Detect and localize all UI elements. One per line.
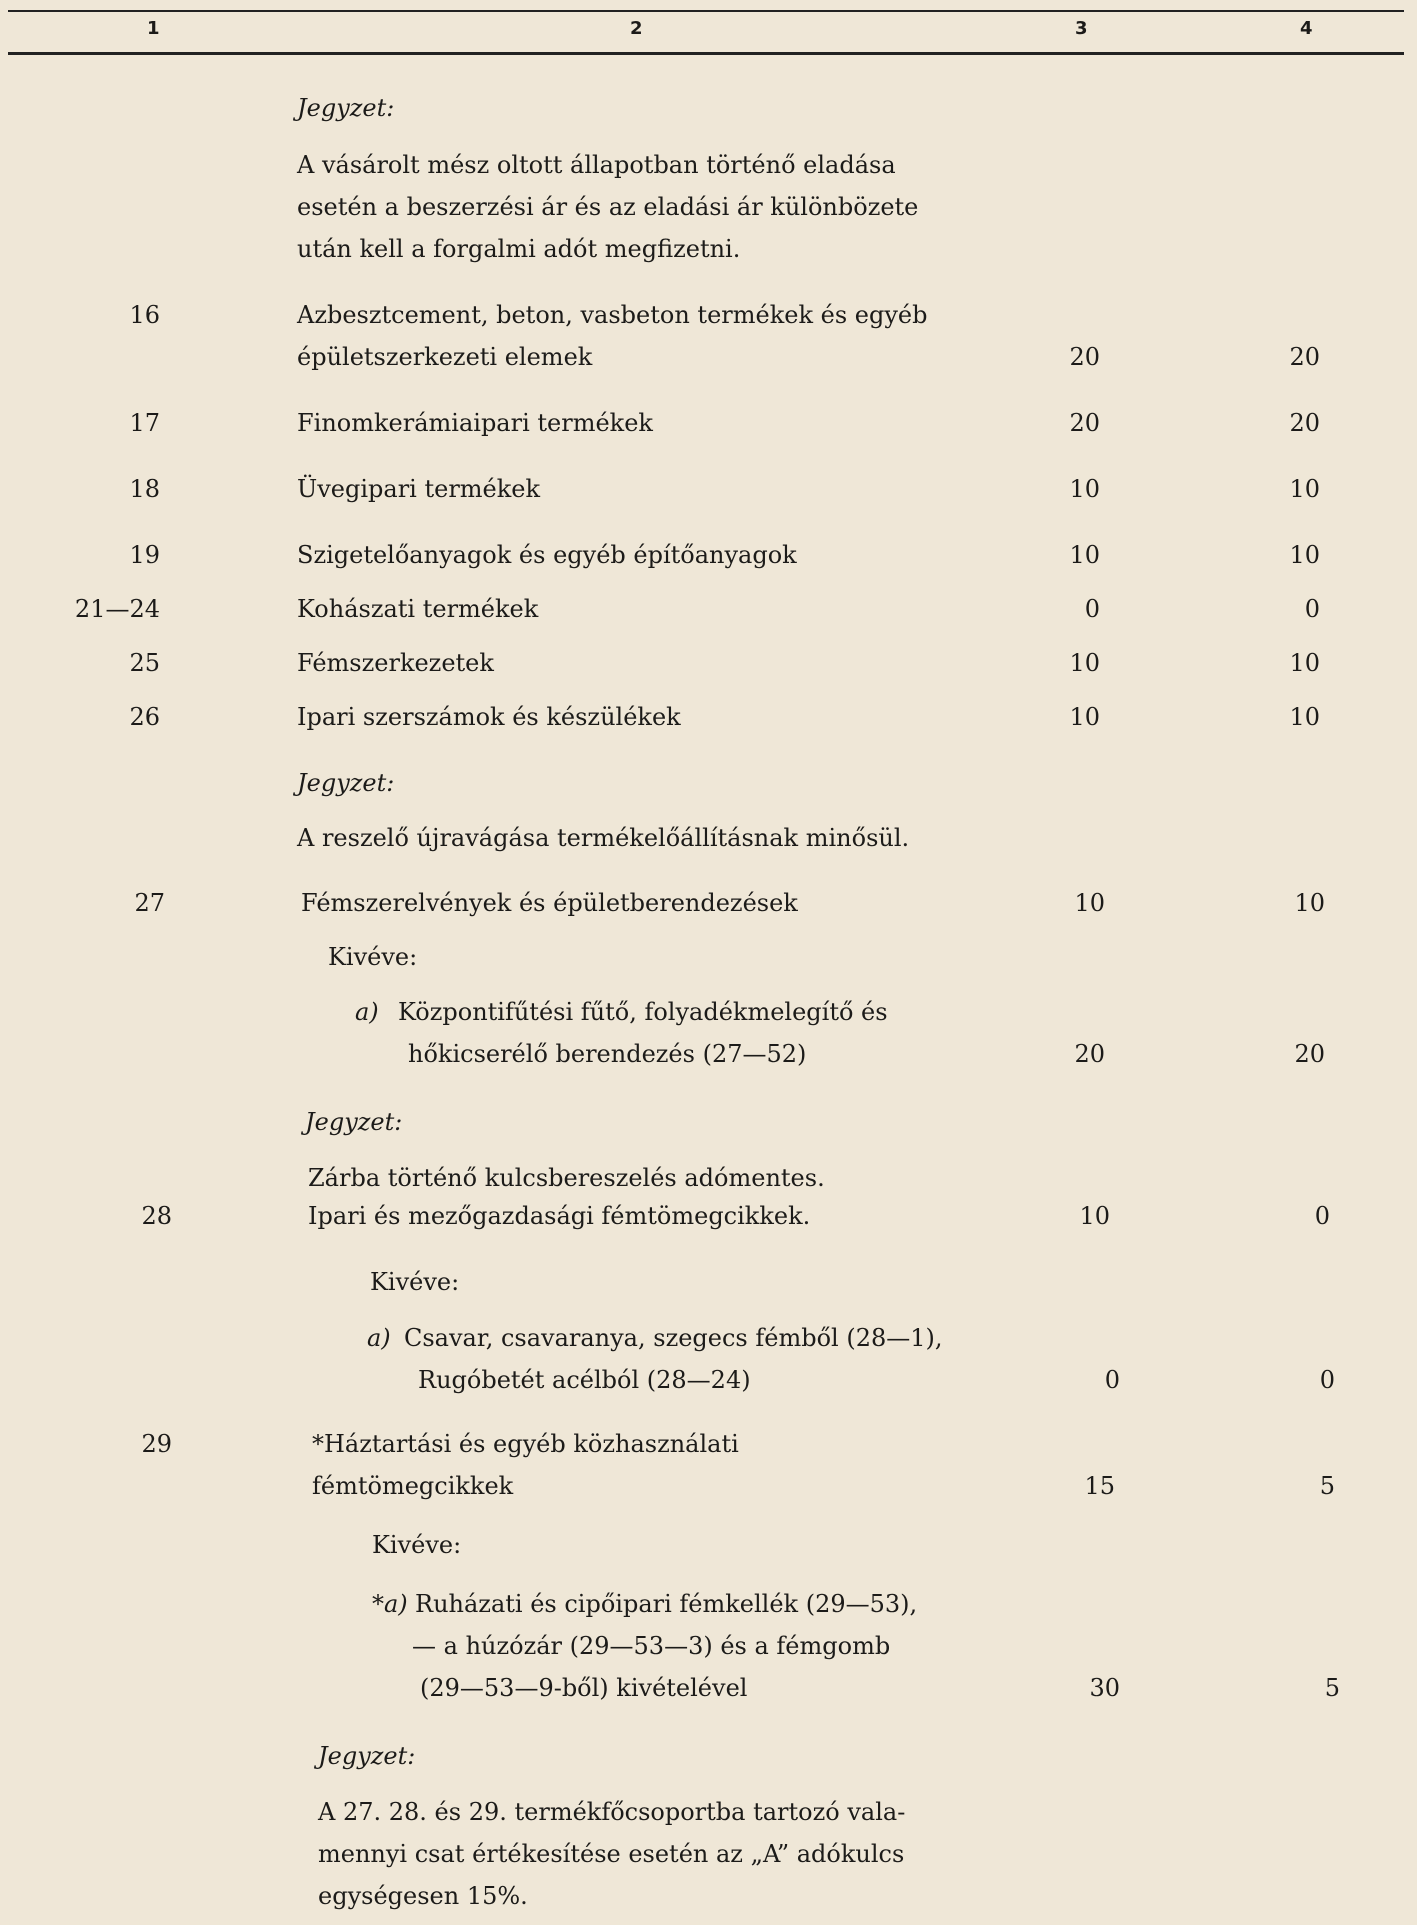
row-code: 25	[129, 649, 160, 677]
note-title: Jegyzet:	[305, 1108, 403, 1136]
note-line: A reszelő újravágása termékelőállításnak minősül.	[297, 824, 910, 852]
exception-marker: *a)	[372, 1590, 408, 1618]
rate-col3: 20	[1074, 1040, 1105, 1068]
rate-col3: 10	[1079, 1202, 1110, 1230]
rate-col4: 5	[1319, 1472, 1335, 1500]
row-description: Kohászati termékek	[297, 595, 539, 623]
row-description: Finomkerámiaipari termékek	[297, 409, 653, 437]
exception-description: Ruházati és cipőipari fémkellék (29—53),	[415, 1590, 918, 1618]
exception-label: Kivéve:	[328, 943, 418, 971]
exception-label: Kivéve:	[370, 1268, 460, 1296]
rate-col3: 30	[1089, 1674, 1120, 1702]
rate-col4: 10	[1289, 703, 1320, 731]
row-code: 19	[129, 541, 160, 569]
row-description: épületszerkezeti elemek	[297, 343, 593, 371]
rate-col3: 10	[1074, 889, 1105, 917]
header-rule-top	[8, 10, 1404, 12]
row-code: 27	[134, 889, 165, 917]
exception-description: Központifűtési fűtő, folyadékmelegítő és	[398, 998, 888, 1026]
rate-col3: 20	[1069, 343, 1100, 371]
rate-col4: 20	[1289, 343, 1320, 371]
rate-col3: 0	[1084, 595, 1100, 623]
header-col4: 4	[1300, 18, 1313, 39]
note-line: mennyi csat értékesítése esetén az „A” adókulcs	[318, 1840, 905, 1868]
row-description: *Háztartási és egyéb közhasználati	[312, 1430, 739, 1458]
note-title: Jegyzet:	[297, 769, 395, 797]
note-line: után kell a forgalmi adót megfizetni.	[297, 235, 741, 263]
rate-col3: 15	[1084, 1472, 1115, 1500]
note-title: Jegyzet:	[297, 94, 395, 122]
header-col1: 1	[147, 18, 160, 39]
exception-marker: a)	[355, 998, 379, 1026]
rate-col3: 10	[1069, 649, 1100, 677]
row-description: fémtömegcikkek	[312, 1472, 514, 1500]
note-title: Jegyzet:	[318, 1742, 416, 1770]
row-code: 16	[129, 301, 160, 329]
row-description: Szigetelőanyagok és egyéb építőanyagok	[297, 541, 797, 569]
rate-col3: 20	[1069, 409, 1100, 437]
rate-col4: 10	[1289, 649, 1320, 677]
header-col2: 2	[630, 18, 643, 39]
rate-col4: 5	[1324, 1674, 1340, 1702]
rate-col4: 0	[1304, 595, 1320, 623]
row-description: Fémszerelvények és épületberendezések	[301, 889, 798, 917]
row-code: 17	[129, 409, 160, 437]
exception-description: (29—53—9-ből) kivételével	[420, 1674, 748, 1702]
exception-description: Rugóbetét acélból (28—24)	[418, 1366, 751, 1394]
exception-description: hőkicserélő berendezés (27—52)	[408, 1040, 807, 1068]
note-line: A vásárolt mész oltott állapotban történő eladása	[297, 151, 896, 179]
rate-col3: 0	[1104, 1366, 1120, 1394]
row-description: Fémszerkezetek	[297, 649, 494, 677]
row-code: 18	[129, 475, 160, 503]
exception-description: — a húzózár (29—53—3) és a fémgomb	[412, 1632, 891, 1660]
row-code: 21—24	[74, 595, 160, 623]
exception-description: Csavar, csavaranya, szegecs fémből (28—1),	[404, 1324, 943, 1352]
row-description: Ipari szerszámok és készülékek	[297, 703, 681, 731]
row-code: 26	[129, 703, 160, 731]
note-line: A 27. 28. és 29. termékfőcsoportba tartozó vala-	[318, 1798, 906, 1826]
row-description: Ipari és mezőgazdasági fémtömegcikkek.	[308, 1202, 811, 1230]
rate-col4: 10	[1289, 541, 1320, 569]
note-line: egységesen 15%.	[318, 1882, 528, 1910]
rate-col3: 10	[1069, 475, 1100, 503]
rate-col3: 10	[1069, 703, 1100, 731]
rate-col4: 10	[1294, 889, 1325, 917]
row-code: 29	[141, 1430, 172, 1458]
rate-col4: 20	[1294, 1040, 1325, 1068]
exception-marker: a)	[367, 1324, 391, 1352]
row-description: Üvegipari termékek	[297, 475, 541, 503]
row-description: Azbesztcement, beton, vasbeton termékek és egyéb	[297, 301, 928, 329]
rate-col4: 0	[1319, 1366, 1335, 1394]
rate-col4: 20	[1289, 409, 1320, 437]
rate-col4: 10	[1289, 475, 1320, 503]
rate-col3: 10	[1069, 541, 1100, 569]
note-line: Zárba történő kulcsbereszelés adómentes.	[308, 1164, 825, 1192]
row-code: 28	[141, 1202, 172, 1230]
exception-label: Kivéve:	[372, 1531, 462, 1559]
header-rule-bottom	[8, 52, 1404, 55]
note-line: esetén a beszerzési ár és az eladási ár különbözete	[297, 193, 919, 221]
header-col3: 3	[1075, 18, 1088, 39]
rate-col4: 0	[1314, 1202, 1330, 1230]
